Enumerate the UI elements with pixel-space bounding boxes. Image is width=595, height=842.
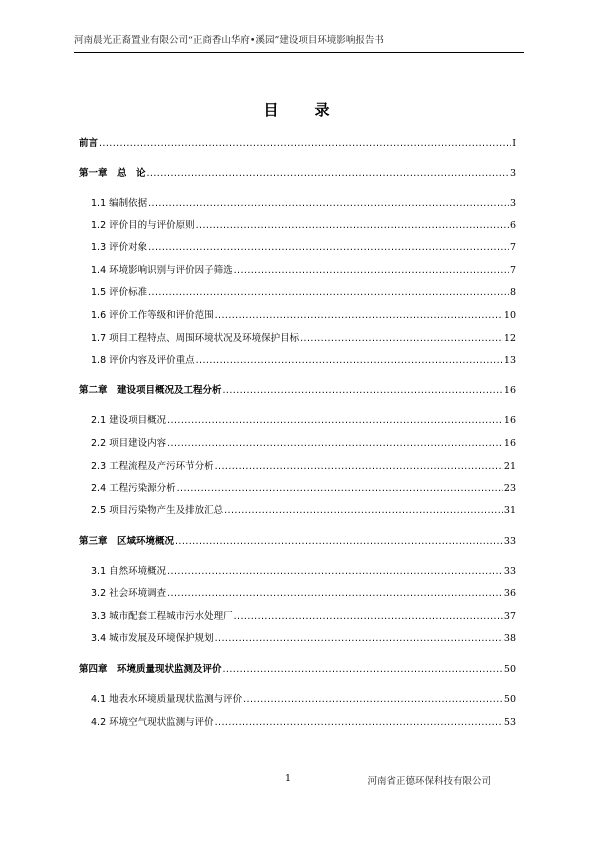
toc-entry-label: 3.2 社会环境调查 [91, 588, 167, 599]
toc-section-entry[interactable] [91, 262, 516, 278]
toc-entry-page: 13 [503, 355, 516, 366]
toc-section-entry[interactable] [91, 630, 516, 646]
toc-section-entry[interactable] [91, 608, 516, 624]
toc-entry-page: 33 [503, 566, 516, 577]
toc-leader-dots [215, 461, 503, 472]
toc-entry-page: 16 [503, 385, 516, 396]
toc-entry-page: 23 [503, 483, 516, 494]
page-title [0, 99, 595, 120]
page-title-text: 目 录 [263, 101, 332, 119]
toc-section-entry[interactable] [91, 585, 516, 601]
toc-section-entry[interactable] [91, 714, 516, 730]
toc-chapter-entry[interactable] [79, 533, 516, 549]
toc-leader-dots [167, 588, 503, 599]
toc-entry-page: 31 [503, 505, 516, 516]
toc-entry-label: 4.2 环境空气现状监测与评价 [91, 717, 214, 728]
toc-entry-label: 1.5 评价标准 [91, 287, 148, 298]
toc-entry-label: 1.2 评价目的与评价原则 [91, 220, 195, 231]
toc-section-entry[interactable] [91, 195, 516, 211]
toc-chapter-entry[interactable] [79, 135, 516, 151]
toc-entry-page: 3 [509, 198, 516, 209]
toc-entry-page: 7 [509, 242, 516, 253]
toc-section-entry[interactable] [91, 691, 516, 707]
toc-entry-page: 8 [509, 287, 516, 298]
toc-leader-dots [234, 265, 509, 276]
toc-entry-label: 1.1 编制依据 [91, 198, 148, 209]
footer-company: 河南省正德环保科技有限公司 [367, 776, 491, 787]
toc-chapter-entry[interactable] [79, 661, 516, 677]
toc-leader-dots [223, 385, 503, 396]
toc-entry-page: 16 [503, 415, 516, 426]
toc-entry-label: 4.1 地表水环境质量现状监测与评价 [91, 694, 243, 705]
toc-leader-dots [196, 220, 509, 231]
toc-entry-page: 37 [503, 611, 516, 622]
toc-entry-label: 1.3 评价对象 [91, 242, 148, 253]
toc-section-entry[interactable] [91, 412, 516, 428]
toc-section-entry[interactable] [91, 239, 516, 255]
toc-entry-page: I [512, 138, 516, 149]
toc-leader-dots [196, 355, 503, 366]
toc-entry-label: 2.2 项目建设内容 [91, 438, 167, 449]
toc-section-entry[interactable] [91, 480, 516, 496]
toc-section-entry[interactable] [91, 284, 516, 300]
toc-leader-dots [148, 242, 509, 253]
toc-entry-page: 50 [503, 664, 516, 675]
toc-entry-page: 50 [503, 694, 516, 705]
toc-entry-label: 1.8 评价内容及评价重点 [91, 355, 195, 366]
toc-entry-label: 1.7 项目工程特点、周围环境状况及环境保护目标 [91, 333, 300, 344]
toc-leader-dots [148, 287, 509, 298]
toc-entry-label: 3.1 自然环境概况 [91, 566, 167, 577]
toc-entry-label: 2.3 工程流程及产污环节分析 [91, 461, 214, 472]
toc-leader-dots [175, 536, 503, 547]
toc-leader-dots [167, 415, 503, 426]
toc-entry-label: 第一章 总 论 [79, 168, 146, 179]
toc-entry-label: 第三章 区域环境概况 [79, 536, 175, 547]
toc-entry-page: 7 [509, 265, 516, 276]
toc-leader-dots [300, 333, 503, 344]
toc-leader-dots [147, 168, 509, 179]
toc-leader-dots [223, 664, 503, 675]
toc-leader-dots [215, 633, 503, 644]
toc-entry-label: 3.3 城市配套工程城市污水处理厂 [91, 611, 233, 622]
toc-entry-page: 6 [509, 220, 516, 231]
toc-entry-page: 12 [503, 333, 516, 344]
toc-entry-page: 3 [509, 168, 516, 179]
toc-chapter-entry[interactable] [79, 165, 516, 181]
toc-entry-label: 第二章 建设项目概况及工程分析 [79, 385, 222, 396]
toc-entry-page: 21 [503, 461, 516, 472]
toc-leader-dots [224, 505, 503, 516]
toc-leader-dots [148, 198, 509, 209]
toc-entry-page: 36 [503, 588, 516, 599]
toc-leader-dots [99, 138, 511, 149]
toc-leader-dots [215, 310, 503, 321]
toc-entry-label: 前言 [79, 138, 99, 149]
toc-leader-dots [215, 717, 503, 728]
toc-section-entry[interactable] [91, 435, 516, 451]
toc-chapter-entry[interactable] [79, 382, 516, 398]
toc-leader-dots [243, 694, 503, 705]
toc-entry-label: 3.4 城市发展及环境保护规划 [91, 633, 214, 644]
running-header: 河南晨光正裔置业有限公司“正商香山华府•溪园”建设项目环境影响报告书 [74, 34, 524, 53]
toc-entry-page: 53 [503, 717, 516, 728]
toc-section-entry[interactable] [91, 458, 516, 474]
toc-entry-label: 2.1 建设项目概况 [91, 415, 167, 426]
toc-entry-page: 16 [503, 438, 516, 449]
toc-section-entry[interactable] [91, 563, 516, 579]
toc-entry-label: 1.6 评价工作等级和评价范围 [91, 310, 214, 321]
toc-entry-page: 33 [503, 536, 516, 547]
toc-entry-label: 1.4 环境影响识别与评价因子筛选 [91, 265, 233, 276]
toc-section-entry[interactable] [91, 217, 516, 233]
toc-leader-dots [234, 611, 503, 622]
toc-section-entry[interactable] [91, 502, 516, 518]
footer-page-number: 1 [285, 773, 292, 784]
toc-leader-dots [177, 483, 503, 494]
toc-entry-label: 2.4 工程污染源分析 [91, 483, 176, 494]
toc-section-entry[interactable] [91, 330, 516, 346]
toc-entry-label: 2.5 项目污染物产生及排放汇总 [91, 505, 224, 516]
toc-section-entry[interactable] [91, 307, 516, 323]
toc-section-entry[interactable] [91, 352, 516, 368]
toc-entry-page: 10 [503, 310, 516, 321]
toc-entry-label: 第四章 环境质量现状监测及评价 [79, 664, 222, 675]
toc-entry-page: 38 [503, 633, 516, 644]
toc-leader-dots [167, 566, 503, 577]
toc-leader-dots [167, 438, 503, 449]
